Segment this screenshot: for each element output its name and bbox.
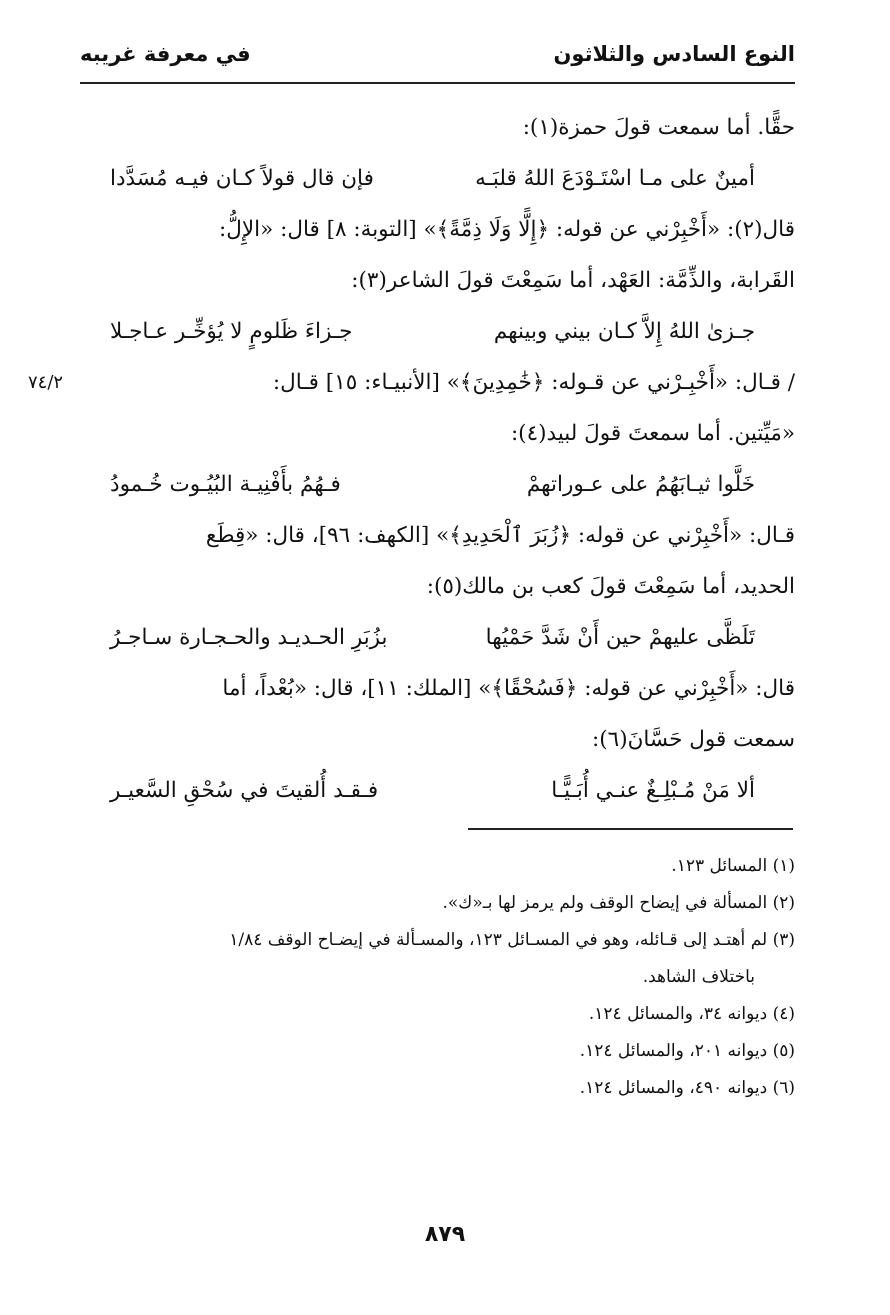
verse-second-hemistich: فـقـد أُلقيتَ في سُحْقِ السَّعيـر bbox=[110, 778, 379, 803]
verse-line bbox=[80, 765, 795, 816]
verse-first-hemistich: تَلَظَّى عليهمْ حين أَنْ شَدَّ حَمْيُها bbox=[485, 625, 755, 650]
verse-second-hemistich: فـهُمُ بأَفْنِيـة البُيُـوت خُـمودُ bbox=[110, 472, 341, 497]
footnote: (١) المسائل ١٢٣. bbox=[671, 856, 795, 876]
verse-line bbox=[80, 612, 795, 663]
prose-line: «مَيِّتين. أما سمعتَ قولَ لبيد(٤): bbox=[510, 421, 795, 446]
verse-second-hemistich: بزُبَرِ الحـديـد والحـجـارة سـاجـرُ bbox=[110, 625, 388, 650]
verse-line bbox=[80, 306, 795, 357]
prose-line: قال: «أَخْبِرْني عن قوله: ﴿فَسُحْقًا﴾» [الملك: ١١]، قال: «بُعْداً، أما bbox=[222, 676, 795, 701]
footnote: (٣) لم أهتـد إلى قـائله، وهو في المسـائل ١٢٣، والمسـألة في إيضـاح الوقف ١/٨٤ bbox=[229, 930, 795, 950]
verse-first-hemistich: أمينٌ على مـا اسْتَـوْدَعَ اللهُ قلبَـه bbox=[475, 166, 755, 191]
prose-line: الحديد، أما سَمِعْتَ قولَ كعب بن مالك(٥): bbox=[426, 574, 795, 599]
verse-line bbox=[80, 459, 795, 510]
page-number: ٨٧٩ bbox=[424, 1222, 466, 1247]
footnote-separator bbox=[468, 828, 793, 830]
footnote: (٥) ديوانه ٢٠١، والمسائل ١٢٤. bbox=[579, 1041, 795, 1061]
prose-line: القَرابة، والذِّمَّة: العَهْد، أما سَمِعْتَ قولَ الشاعر(٣): bbox=[351, 268, 795, 293]
verse-first-hemistich: ألا مَنْ مُـبْلِـغٌ عنـي أُبَـيًّـا bbox=[551, 778, 755, 803]
verse-first-hemistich: جـزىٰ اللهُ إِلاَّ كـان بيني وبينهم bbox=[493, 319, 755, 344]
verse-first-hemistich: خَلَّوا ثيـابَهُمُ على عـوراتهمْ bbox=[526, 472, 755, 497]
margin-page-reference: ٧٤/٢ bbox=[28, 372, 64, 393]
footnote: (٦) ديوانه ٤٩٠، والمسائل ١٢٤. bbox=[579, 1078, 795, 1098]
prose-line bbox=[28, 357, 795, 408]
prose-line: حقًّا. أما سمعت قولَ حمزة(١): bbox=[522, 115, 795, 140]
main-text bbox=[28, 102, 795, 816]
prose-line: قال(٢): «أَخْبِرْني عن قوله: ﴿إِلًّا وَلَا ذِمَّةً﴾» [التوبة: ٨] قال: «الإِلُّ: bbox=[219, 217, 795, 242]
footnote-continuation: باختلاف الشاهد. bbox=[642, 967, 755, 987]
chapter-title: النوع السادس والثلاثون bbox=[553, 42, 795, 66]
verse-line bbox=[80, 153, 795, 204]
footnote: (٢) المسألة في إيضاح الوقف ولم يرمز لها بـ«ك». bbox=[442, 893, 795, 913]
footnote: (٤) ديوانه ٣٤، والمسائل ١٢٤. bbox=[588, 1004, 795, 1024]
section-topic: في معرفة غريبه bbox=[80, 42, 251, 66]
prose-line-text: / قـال: «أَخْبِـرْني عن قـوله: ﴿خَٰمِدِينَ﴾» [الأنبيـاء: ١٥] قـال: bbox=[272, 370, 795, 395]
footnotes bbox=[80, 848, 795, 1107]
prose-line: سمعت قول حَسَّانَ(٦): bbox=[591, 727, 795, 752]
running-header bbox=[80, 38, 795, 84]
verse-second-hemistich: جـزاءَ ظَلومٍ لا يُؤخِّـر عـاجـلا bbox=[110, 319, 353, 344]
verse-second-hemistich: فإن قال قولاً كـان فيـه مُسَدَّدا bbox=[110, 166, 374, 191]
prose-line: قـال: «أَخْبِرْني عن قوله: ﴿زُبَرَ ٱلْحَدِيدِ﴾» [الكهف: ٩٦]، قال: «قِطَع bbox=[205, 523, 795, 548]
